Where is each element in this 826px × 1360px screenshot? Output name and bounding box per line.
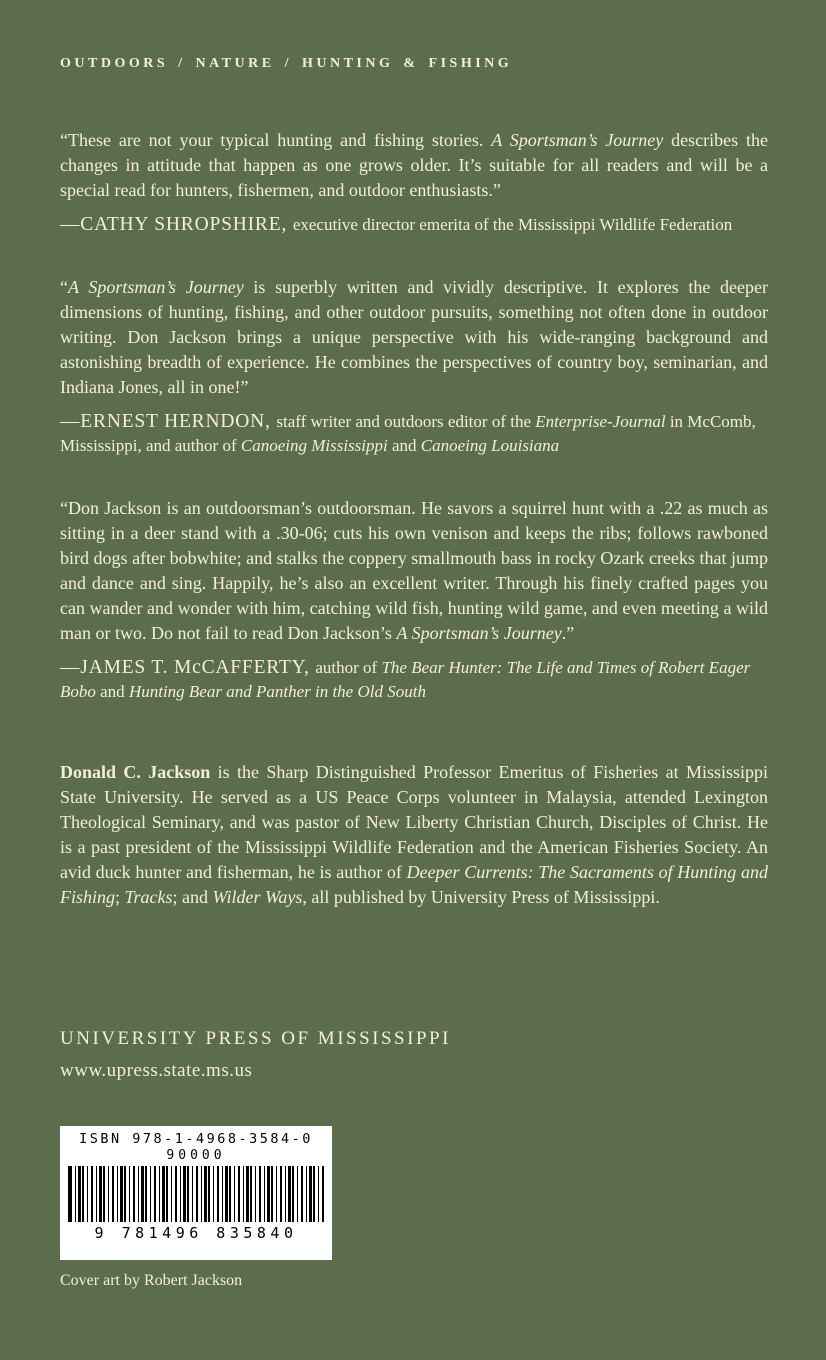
publisher-block [60, 1028, 451, 1082]
cover-text-content [60, 0, 768, 910]
blurb-attribution [60, 656, 768, 704]
text-segment: staff writer and outdoors editor of the [276, 412, 536, 431]
text-segment: The Bear Hunter: The Life and Times of Robert Eager Bobo [60, 658, 751, 701]
text-segment: —ERNEST HERNDON, [60, 411, 277, 432]
barcode-isbn-text: ISBN 978-1-4968-3584-0 [79, 1131, 313, 1147]
blurb-attribution [60, 410, 768, 458]
text-segment: .” [561, 623, 575, 643]
text-segment: ; [115, 887, 125, 907]
text-segment: executive director emerita of the Mississippi Wildlife Federation [292, 215, 733, 234]
text-segment: and [95, 682, 129, 701]
blurb-attribution [60, 213, 768, 237]
text-segment: in McComb, Mississippi, and author of [60, 412, 756, 455]
text-segment: ; and [172, 887, 213, 907]
text-segment: A Sportsman’s Journey [396, 623, 562, 643]
barcode-digits: 9 781496 835840 [94, 1224, 298, 1242]
cover-art-credit: Cover art by Robert Jackson [60, 1272, 243, 1289]
text-segment: A Sportsman’s Journey [68, 277, 244, 297]
publisher-name: UNIVERSITY PRESS OF MISSISSIPPI [60, 1028, 451, 1049]
text-segment: is the Sharp Distinguished Professor Emeritus of Fisheries at Mississippi State University. He served as a US Peace Corps volunteer in Malaysia, attended Lexington Theological Seminary, and was pastor of New Liberty Christian Church, Disciples of Christ. He is a past president of the Mississippi Wildlife Federation and the American Fisheries Society. An avid duck hunter and fisherman, he is author of [60, 762, 768, 882]
text-segment: A Sportsman’s Journey [491, 130, 664, 150]
text-segment: Donald C. Jackson [60, 762, 211, 782]
barcode-bars [68, 1166, 324, 1222]
text-segment: , all published by University Press of Mississippi. [302, 887, 660, 907]
text-segment: “Don Jackson is an outdoorsman’s outdoorsman. He savors a squirrel hunt with a .22 as much as sitting in a deer stand with a .30-06; cuts his own venison and keeps the ribs; follows rawboned bird dogs after bobwhite; and stalks the coppery smallmouth bass in rocky Ozark creeks that jump and dance and sing. Happily, he’s also an excellent writer. Through his finely crafted pages you can wander and wonder with him, catching wild fish, hunting wild game, and even meeting a wild man or two. Do not fail to read Don Jackson’s [60, 498, 768, 643]
blurb-quote [60, 275, 768, 400]
text-segment: is superbly written and vividly descriptive. It explores the deeper dimensions of hunting, fishing, and other outdoor pursuits, something not often done in outdoor writing. Don Jackson brings a unique perspective with his wide-ranging background and astonishing breadth of experience. He combines the perspectives of country boy, seminarian, and Indiana Jones, all in one!” [60, 277, 768, 397]
text-segment: Canoeing Mississippi [240, 436, 388, 455]
text-segment: —CATHY SHROPSHIRE, [60, 214, 293, 235]
author-bio [60, 760, 768, 910]
blurb-herndon [60, 275, 768, 458]
blurb-quote [60, 128, 768, 203]
text-segment: and [387, 436, 421, 455]
text-segment: Enterprise-Journal [535, 412, 666, 431]
publisher-website: www.upress.state.ms.us [60, 1060, 253, 1081]
text-segment: Wilder Ways [212, 887, 303, 907]
text-segment: “These are not your typical hunting and fishing stories. [60, 130, 492, 150]
text-segment: Canoeing Louisiana [420, 436, 560, 455]
text-segment: describes the changes in attitude that happen as one grows older. It’s suitable for all readers and will be a special read for hunters, fishermen, and outdoor enthusiasts.” [60, 130, 768, 200]
blurb-shropshire [60, 128, 768, 237]
barcode-price-addon: 90000 [166, 1148, 226, 1163]
text-segment: Tracks [124, 887, 173, 907]
text-segment: “ [60, 277, 68, 297]
blurb-quote [60, 496, 768, 646]
text-segment: author of [315, 658, 382, 677]
blurb-mccafferty [60, 496, 768, 704]
text-segment: Deeper Currents: The Sacraments of Hunting and Fishing [60, 862, 768, 907]
barcode [60, 1126, 332, 1260]
category-line: OUTDOORS / NATURE / HUNTING & FISHING [60, 56, 513, 71]
text-segment: Hunting Bear and Panther in the Old South [128, 682, 426, 701]
text-segment: —JAMES T. McCAFFERTY, [60, 657, 316, 678]
